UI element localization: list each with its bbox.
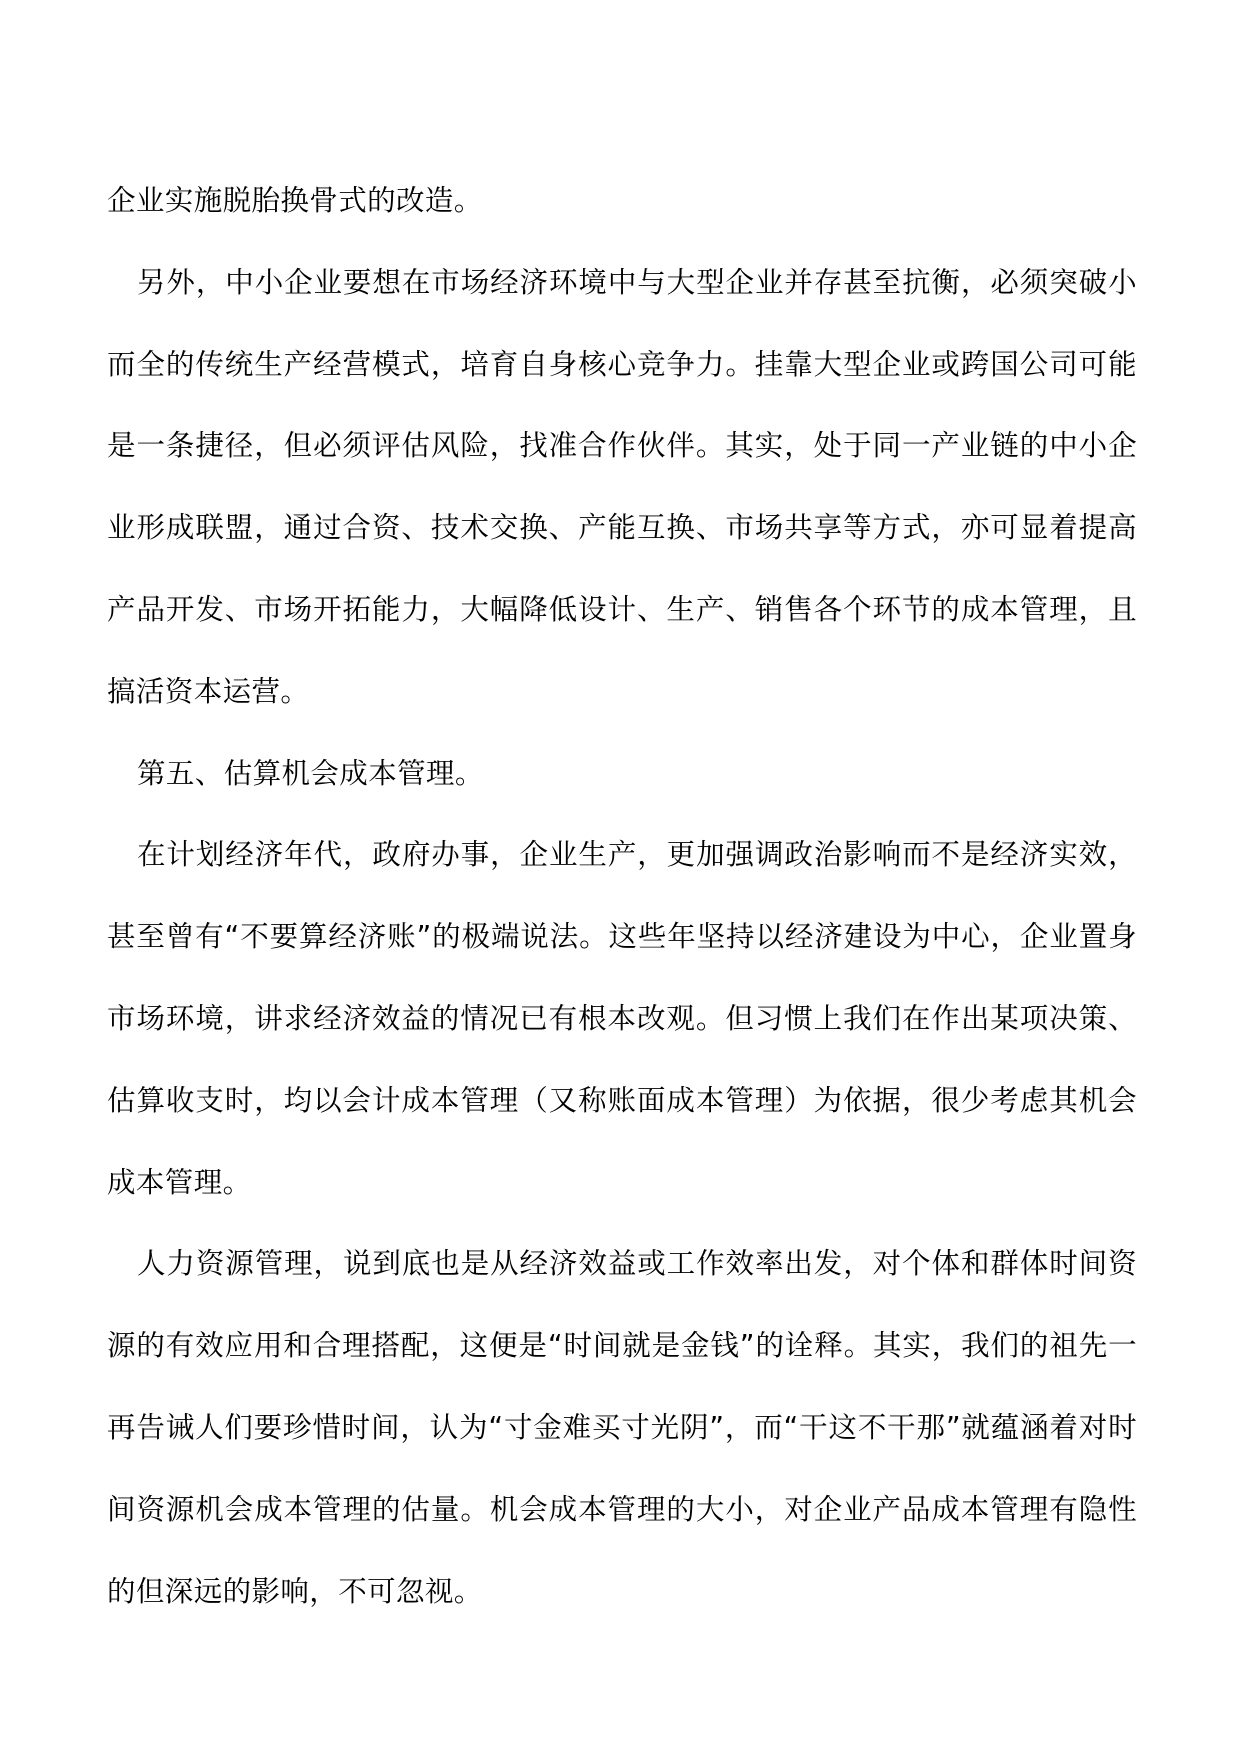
paragraph: 人力资源管理，说到底也是从经济效益或工作效率出发，对个体和群体时间资源的有效应用和合理搭配，这便是“时间就是金钱”的诠释。其实，我们的祖先一再告诫人们要珍惜时间，认为“寸金难买寸光阴”，而“干这不干那”就蕴涵着对时间资源机会成本管理的估量。机会成本管理的大小，对企业产品成本管理有隐性的但深远的影响，不可忽视。 — [107, 1247, 1137, 1608]
paragraph: 企业实施脱胎换骨式的改造。 — [107, 184, 483, 217]
document-body — [107, 160, 1137, 1632]
paragraph: 在计划经济年代，政府办事，企业生产，更加强调政治影响而不是经济实效，甚至曾有“不要算经济账”的极端说法。这些年坚持以经济建设为中心，企业置身市场环境，讲求经济效益的情况已有根本改观。但习惯上我们在作出某项决策、估算收支时，均以会计成本管理（又称账面成本管理）为依据，很少考虑其机会成本管理。 — [107, 838, 1137, 1199]
paragraph: 另外，中小企业要想在市场经济环境中与大型企业并存甚至抗衡，必须突破小而全的传统生产经营模式，培育自身核心竞争力。挂靠大型企业或跨国公司可能是一条捷径，但必须评估风险，找准合作伙伴。其实，处于同一产业链的中小企业形成联盟，通过合资、技术交换、产能互换、市场共享等方式，亦可显着提高产品开发、市场开拓能力，大幅降低设计、生产、销售各个环节的成本管理，且搞活资本运营。 — [107, 265, 1137, 708]
section-heading: 第五、估算机会成本管理。 — [137, 756, 484, 790]
